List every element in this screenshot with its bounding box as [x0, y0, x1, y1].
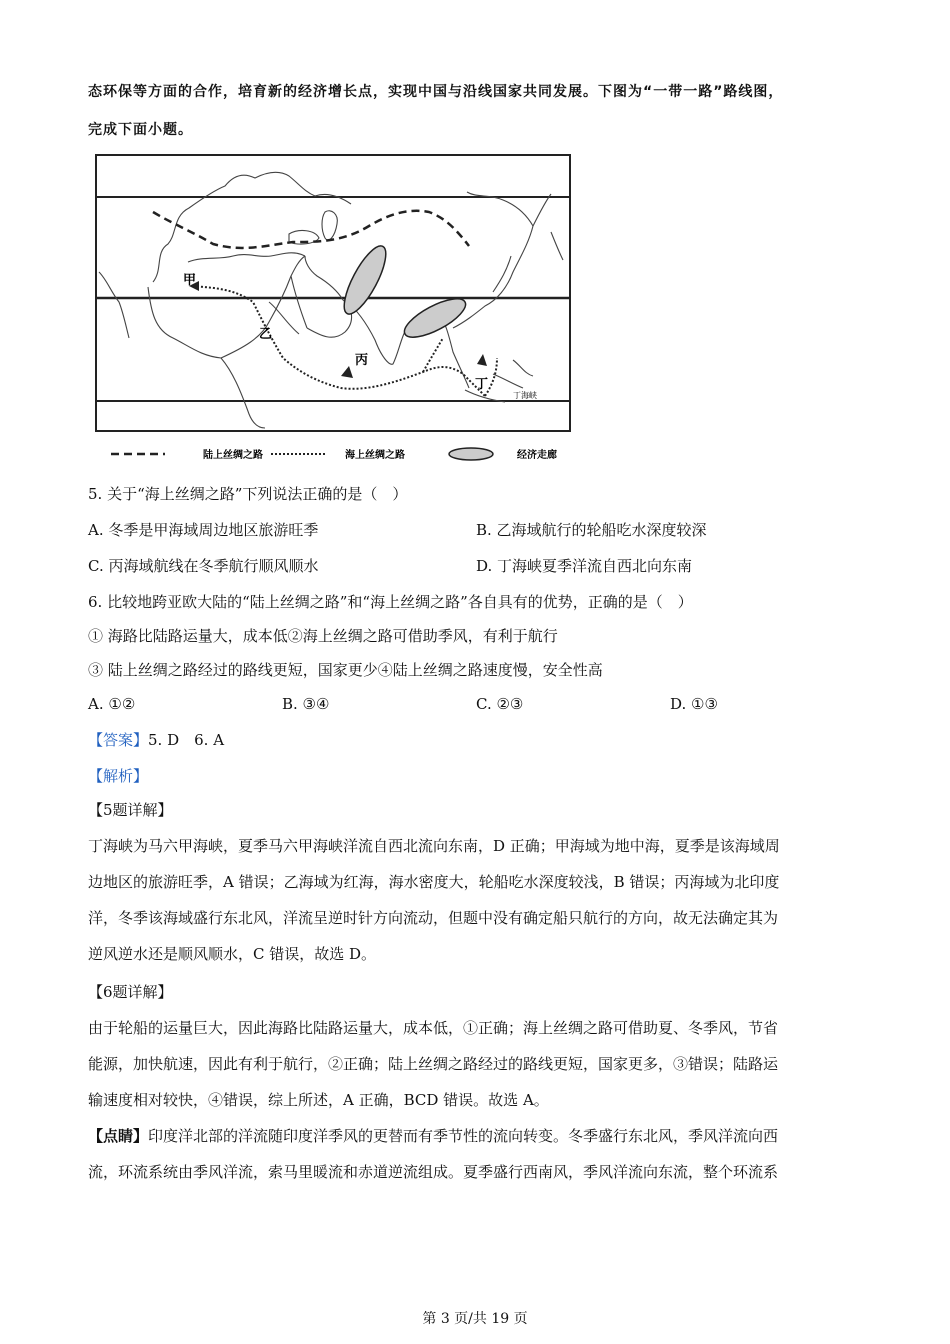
detail6-line-3: 输速度相对较快，④错误，综上所述，A 正确，BCD 错误。故选 A。 [88, 1091, 549, 1109]
answer-line [88, 730, 224, 750]
detail5-line-1: 丁海峡为马六甲海峡，夏季马六甲海峡洋流自西北流向东南，D 正确；甲海域为地中海，夏季是该海域周 [88, 837, 780, 855]
detail6-tag: 【6题详解】 [88, 983, 173, 1001]
q5-option-a: A. 冬季是甲海域周边地区旅游旺季 [88, 521, 319, 539]
detail5-line-4: 逆风逆水还是顺风顺水，C 错误，故选 D。 [88, 945, 377, 963]
q5-option-b: B. 乙海域航行的轮船吃水深度较深 [476, 521, 707, 539]
label-yi: 乙 [259, 327, 273, 342]
q6-statements-2: ③ 陆上丝绸之路经过的路线更短，国家更少④陆上丝绸之路速度慢，安全性高 [88, 661, 603, 679]
legend-corridor-label: 经济走廊 [517, 450, 557, 461]
detail5-line-3: 洋，冬季该海域盛行东北风，洋流呈逆时针方向流动，但题中没有确定船只航行的方向，故无法确定其为 [88, 909, 779, 927]
q5-option-c: C. 丙海域航线在冬季航行顺风顺水 [88, 557, 319, 575]
answer-text: 5. D 6. A [148, 731, 225, 749]
q5-option-d: D. 丁海峡夏季洋流自西北向东南 [476, 557, 693, 575]
q5-stem: 5. 关于“海上丝绸之路”下列说法正确的是（ ） [88, 485, 408, 503]
label-bing: 丙 [355, 353, 369, 368]
q6-option-b: B. ③④ [282, 695, 330, 713]
detail6-line-2: 能源，加快航速，因此有利于航行，②正确；陆上丝绸之路经过的路线更短，国家更多，③错误；陆路运 [88, 1055, 779, 1073]
q6-statements-1: ① 海路比陆路运量大，成本低②海上丝绸之路可借助季风，有利于航行 [88, 627, 558, 645]
q6-stem: 6. 比较地跨亚欧大陆的“陆上丝绸之路”和“海上丝绸之路”各自具有的优势，正确的是（ ） [88, 593, 693, 611]
q6-option-d: D. ①③ [670, 695, 718, 713]
legend-land-label: 陆上丝绸之路 [203, 450, 263, 461]
map-corner-text: 丁海峡 [513, 391, 537, 400]
q6-option-a: A. ①② [88, 695, 136, 713]
legend-sea-label: 海上丝绸之路 [345, 450, 405, 461]
note-text-1: 印度洋北部的洋流随印度洋季风的更替而有季节性的流向转变。冬季盛行东北风，季风洋流向西 [148, 1127, 779, 1145]
detail6-line-1: 由于轮船的运量巨大，因此海路比陆路运量大，成本低，①正确；海上丝绸之路可借助夏、冬季风，节省 [88, 1019, 779, 1037]
note-line-2: 流，环流系统由季风洋流，索马里暖流和赤道逆流组成。夏季盛行西南风，季风洋流向东流，整个环流系 [88, 1163, 779, 1181]
q6-option-c: C. ②③ [476, 695, 524, 713]
legend-corridor-symbol [449, 448, 493, 460]
detail5-line-2: 边地区的旅游旺季，A 错误；乙海域为红海，海水密度大，轮船吃水深度较浅，B 错误；丙海域为北印度 [88, 873, 780, 891]
belt-road-map [93, 152, 575, 462]
note-line-1 [88, 1126, 778, 1146]
label-ding: 丁 [475, 377, 489, 392]
label-jia: 甲 [183, 273, 197, 288]
intro-line-2: 完成下面小题。 [88, 122, 193, 138]
note-tag: 【点睛】 [88, 1127, 149, 1145]
detail5-tag: 【5题详解】 [88, 801, 173, 819]
page-footer: 第 3 页/共 19 页 [422, 1311, 528, 1327]
analysis-tag: 【解析】 [88, 767, 149, 785]
answer-tag: 【答案】 [88, 731, 149, 749]
intro-line-1: 态环保等方面的合作，培育新的经济增长点，实现中国与沿线国家共同发展。下图为“一带一路”路线图， [88, 84, 784, 100]
